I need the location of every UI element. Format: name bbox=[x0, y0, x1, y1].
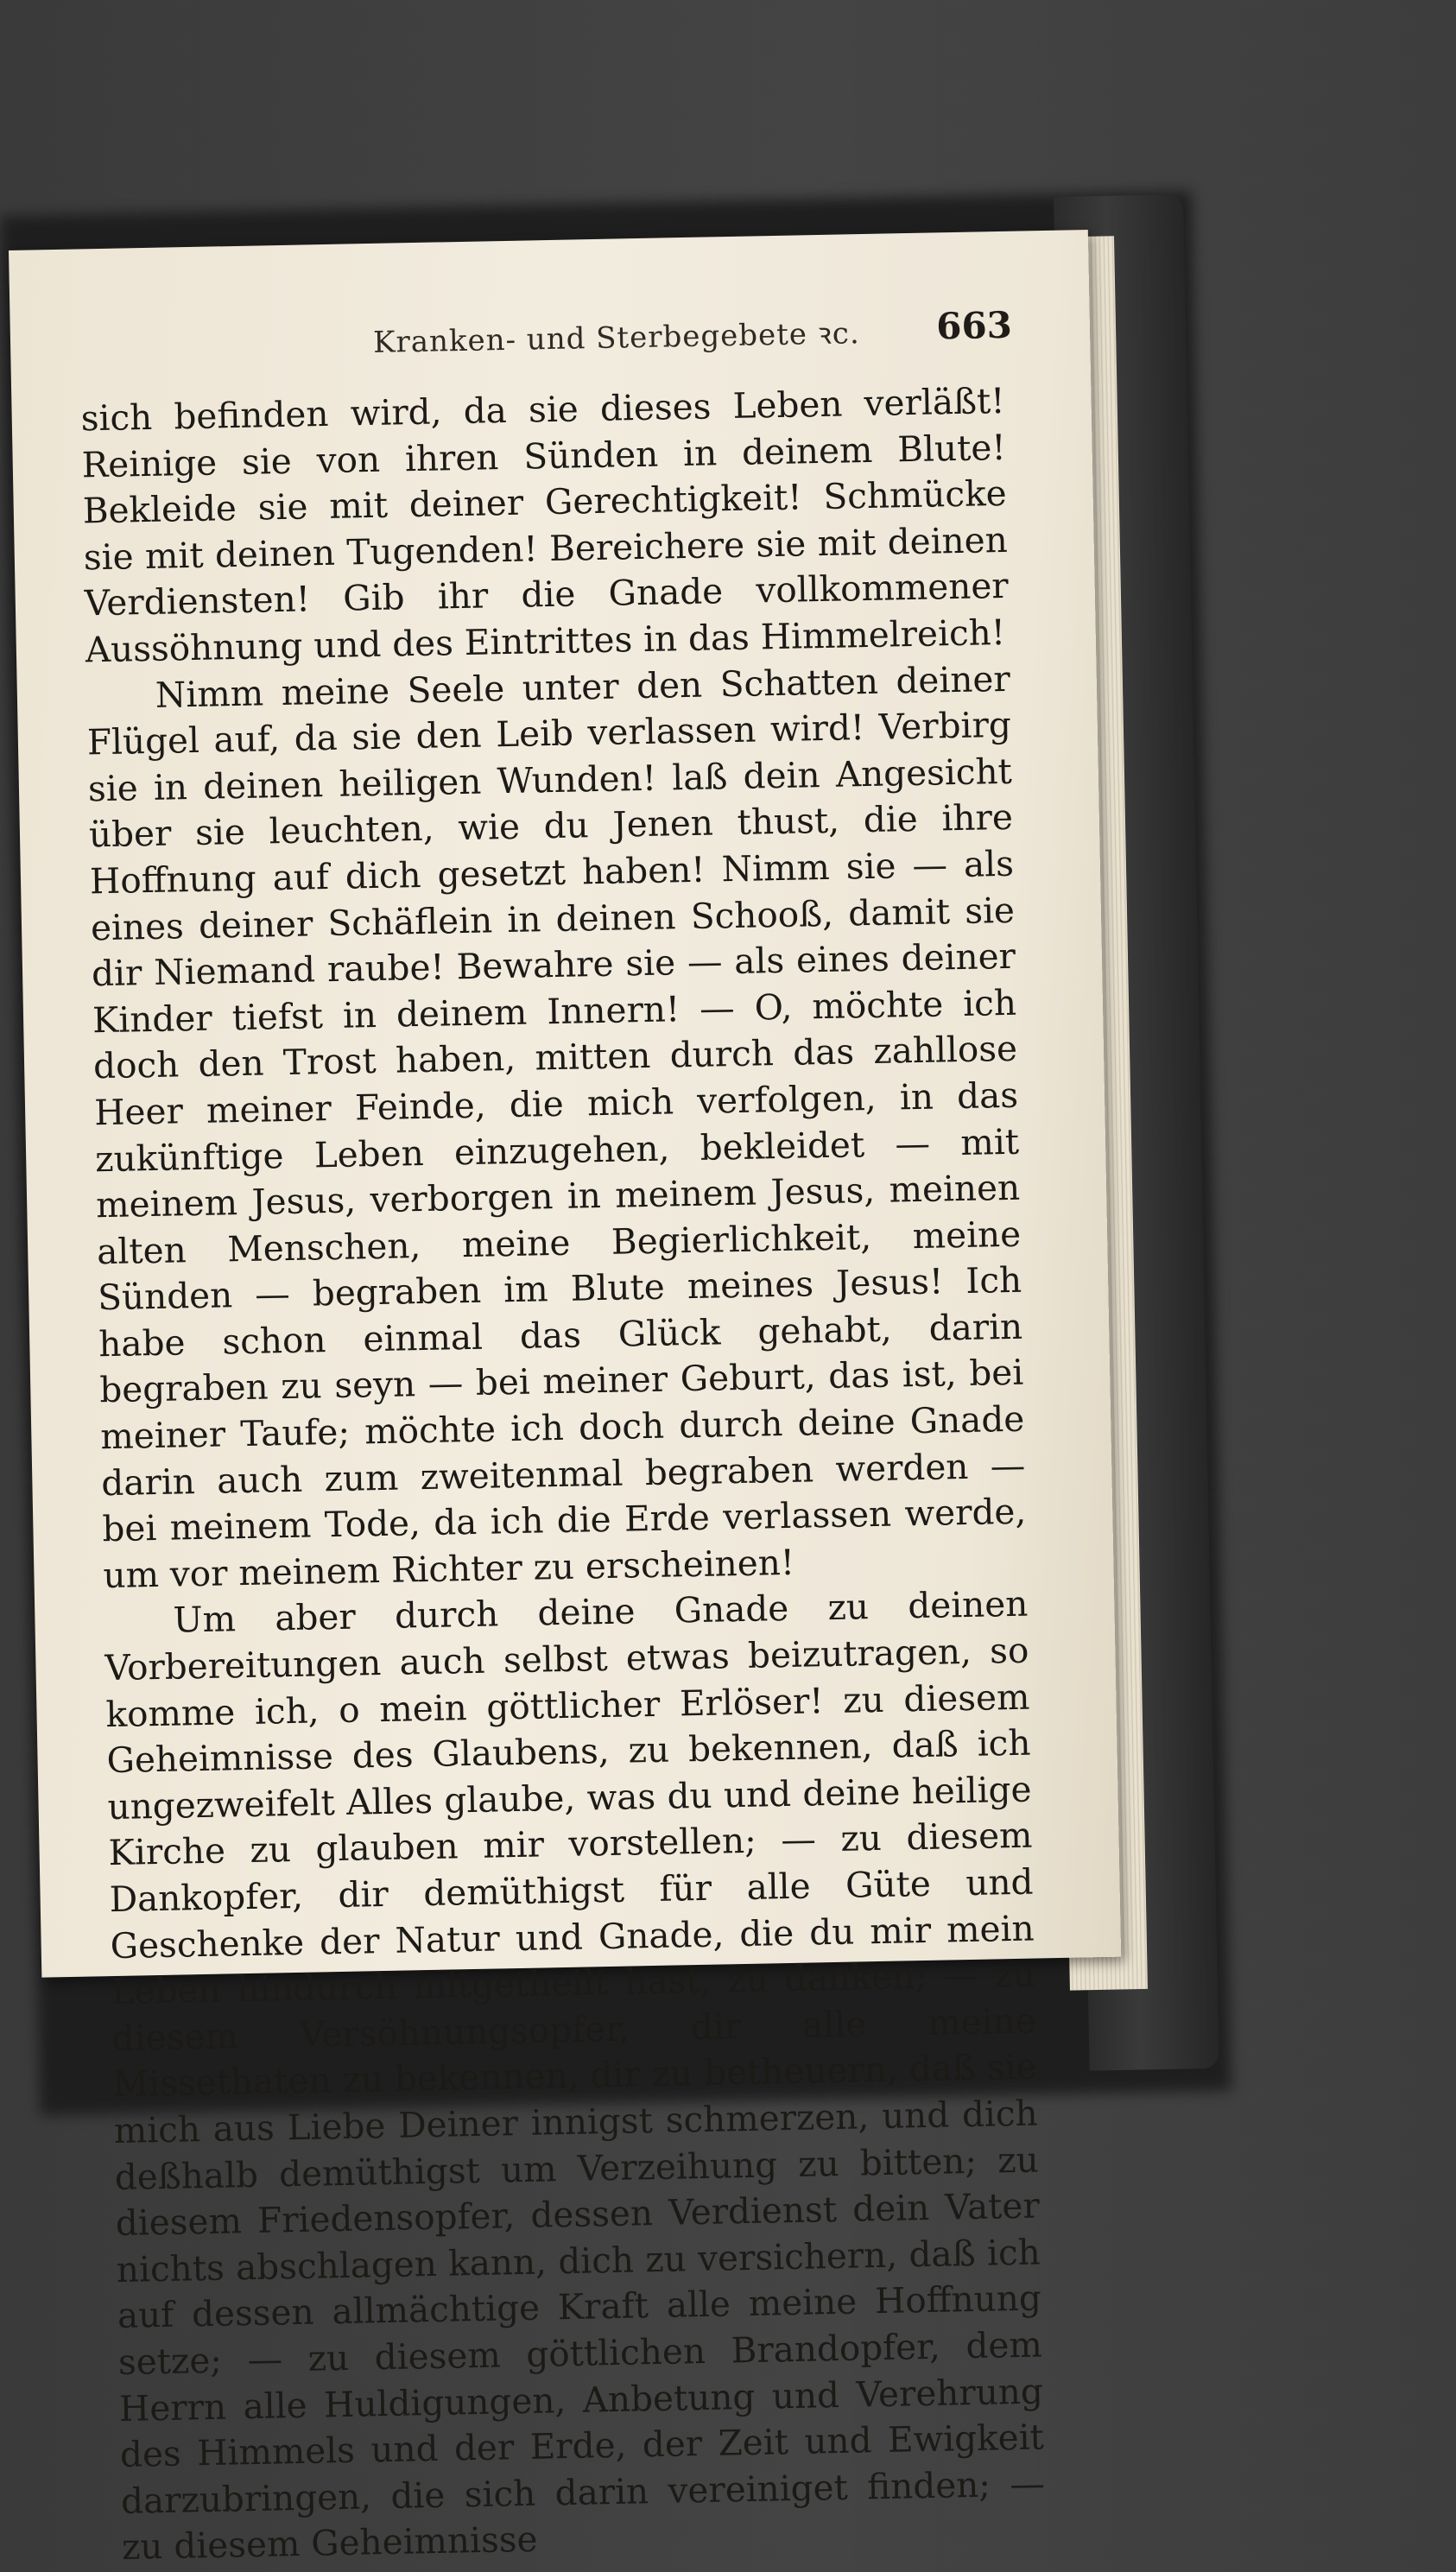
book-page bbox=[9, 230, 1121, 2569]
body-text bbox=[80, 378, 1046, 2571]
paragraph: sich befinden wird, da sie dieses Leben verläßt! Reinige sie von ihren Sünden in deinem Blute! Bekleide sie mit deiner Gerechtigkeit! Schmücke sie mit deinen Tugenden! Bereichere sie mit deinen Verdiensten! Gib ihr die Gnade vollkommener Aussöhnung und des Eintrittes in das Himmelreich! bbox=[80, 379, 1010, 671]
running-title: Kranken- und Sterbegebete ꝛc. bbox=[372, 316, 861, 360]
paragraph: Um aber durch deine Gnade zu deinen Vorbereitungen auch selbst etwas beizutragen, so komme ich, o mein göttlicher Erlöser! zu diesem Geheimnisse des Glaubens, zu bekennen, daß ich ungezweifelt Alles glaube, was du und deine heilige Kirche zu glauben mir vorstellen; — zu diesem Dankopfer, dir demüthigst für alle Güte und Geschenke der Natur und Gnade, die du mir mein Leben hindurch mitgetheilt hast, zu danken; — zu diesem Versöhnungsopfer, dir alle meine Missethaten zu bekennen, dir zu betheuern, daß sie mich aus Liebe Deiner innigst schmerzen, und dich deßhalb demüthigst um Verzeihung zu bitten; zu diesem Friedensopfer, dessen Verdienst dein Vater nichts abschlagen kann, dich zu versichern, daß ich auf dessen allmächtige Kraft alle meine Hoffnung setze; — zu diesem göttlichen Brandopfer, dem Herrn alle Huldigungen, Anbetung und Verehrung des Himmels und der Erde, der Zeit und Ewigkeit darzubringen, die sich darin vereiniget finden; — zu diesem Geheimnisse bbox=[104, 1583, 1046, 2569]
paragraph: Nimm meine Seele unter den Schatten deiner Flügel auf, da sie den Leib verlassen wird! Verbirg sie in deinen heiligen Wunden! laß dein Angesicht über sie leuchten, wie du Jenen thust, die ihre Hoffnung auf dich gesetzt haben! Nimm sie — als eines deiner Schäflein in deinen Schooß, damit sie dir Niemand raube! Bewahre sie — als eines deiner Kinder tiefst in deinem Innern! — O, möchte ich doch den Trost haben, mitten durch das zahllose Heer meiner Feinde, die mich verfolgen, in das zukünftige Leben einzugehen, bekleidet — mit meinem Jesus, verborgen in meinem Jesus, meinen alten Menschen, meine Begierlichkeit, meine Sünden — begraben im Blute meines Jesus! Ich habe schon einmal das Glück gehabt, darin begraben zu seyn — bei meiner Geburt, das ist, bei meiner Taufe; möchte ich doch durch deine Gnade darin auch zum zweitenmal begraben werden — bei meinem Tode, da ich die Erde verlassen werde, um vor meinem Richter zu erscheinen! bbox=[86, 657, 1027, 1597]
running-head bbox=[79, 304, 1013, 374]
page-number: 663 bbox=[935, 303, 1013, 348]
